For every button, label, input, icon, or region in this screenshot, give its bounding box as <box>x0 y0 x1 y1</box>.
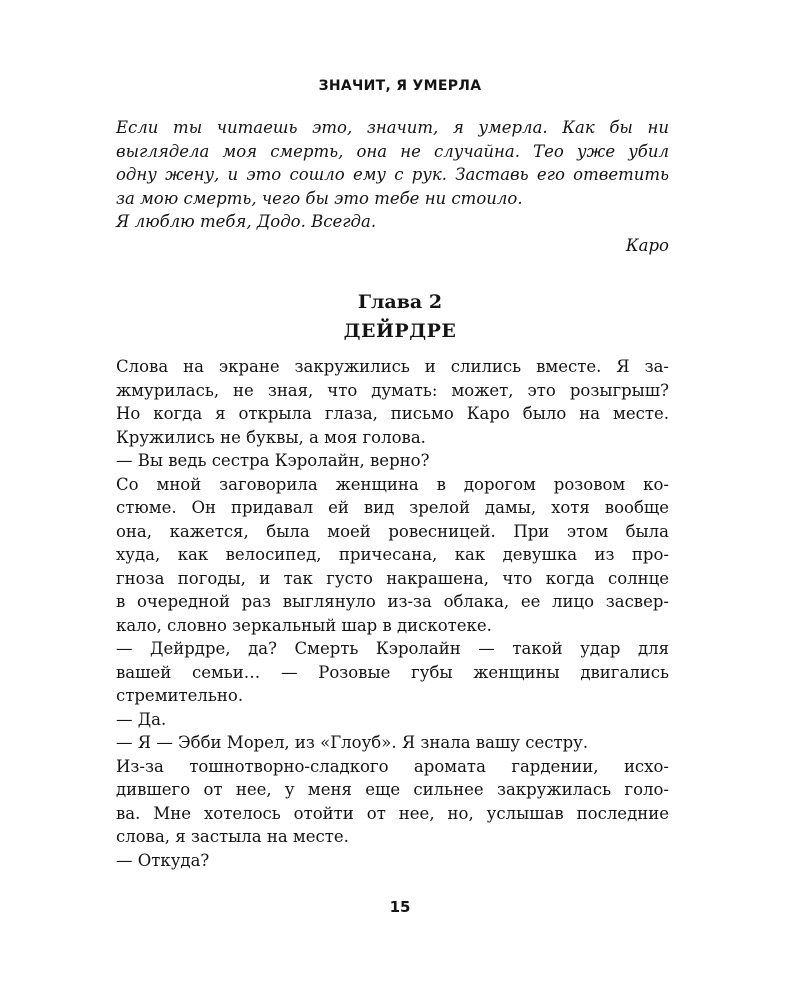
text-line: она, кажется, была моей ровесницей. При этом была <box>116 521 669 541</box>
text-line: — Вы ведь сестра Кэролайн, верно? <box>116 451 430 470</box>
paragraph <box>116 449 669 473</box>
text-line: стюме. Он придавал ей вид зрелой дамы, хотя вообще <box>116 498 669 517</box>
text-line: Я люблю тебя, Додо. Всегда. <box>116 212 377 231</box>
text-line: кало, словно зеркальный шар в дискотеке. <box>116 615 492 635</box>
paragraph <box>116 473 669 638</box>
text-line: Из-за тошнотворно-сладкого аромата гардении, исхо- <box>116 756 669 776</box>
chapter-name: ДЕЙРДРЕ <box>343 320 457 342</box>
paragraph <box>116 755 669 849</box>
text-line: в очередной раз выглянуло из-за облака, ее лицо засвер- <box>116 592 669 611</box>
paragraph <box>116 849 669 873</box>
page-number: 15 <box>389 898 411 916</box>
text-line: — Я — Эбби Морел, из «Глоуб». Я знала вашу сестру. <box>116 733 589 752</box>
epigraph-signature: Каро <box>625 235 669 255</box>
text-line: Но когда я открыла глаза, письмо Каро было на месте. <box>116 404 669 423</box>
text-line: худа, как велосипед, причесана, как девушка из про- <box>116 545 669 564</box>
text-line: жмурилась, не зная, что думать: может, это розыгрыш? <box>116 380 669 400</box>
text-line: — Откуда? <box>116 850 210 870</box>
paragraph <box>116 637 669 708</box>
text-line: Если ты читаешь это, значит, я умерла. Как бы ни <box>116 118 669 137</box>
epigraph <box>116 116 669 257</box>
text-line: за мою смерть, чего бы это тебе ни стоило. <box>116 188 523 208</box>
paragraph <box>116 708 669 732</box>
text-line: Кружились не буквы, а моя голова. <box>116 427 426 447</box>
paragraph <box>116 731 669 755</box>
text-line: ва. Мне хотелось отойти от нее, но, услышав последние <box>116 803 669 823</box>
running-head: ЗНАЧИТ, Я УМЕРЛА <box>318 78 482 94</box>
chapter-heading <box>0 288 800 346</box>
chapter-title: Глава 2 <box>357 291 443 313</box>
body-text <box>116 355 669 872</box>
text-line: — Да. <box>116 709 167 729</box>
text-line: выглядела моя смерть, она не случайна. Тео уже убил <box>116 141 669 161</box>
text-line: стремительно. <box>116 686 244 705</box>
text-line: дившего от нее, у меня еще сильнее закружилась голо- <box>116 780 669 799</box>
paragraph <box>116 210 669 234</box>
text-line: гноза погоды, и так густо накрашена, что когда солнце <box>116 568 669 588</box>
text-line: Со мной заговорила женщина в дорогом розовом ко- <box>116 474 669 494</box>
paragraph <box>116 355 669 449</box>
text-line: слова, я застыла на месте. <box>116 827 349 846</box>
text-line: одну жену, и это сошло ему с рук. Заставь его ответить <box>116 165 669 184</box>
text-line: Слова на экране закружились и слились вместе. Я за- <box>116 357 669 376</box>
paragraph <box>116 116 669 210</box>
text-line: вашей семьи… — Розовые губы женщины двигались <box>116 662 669 682</box>
text-line: — Дейрдре, да? Смерть Кэролайн — такой удар для <box>116 639 669 658</box>
